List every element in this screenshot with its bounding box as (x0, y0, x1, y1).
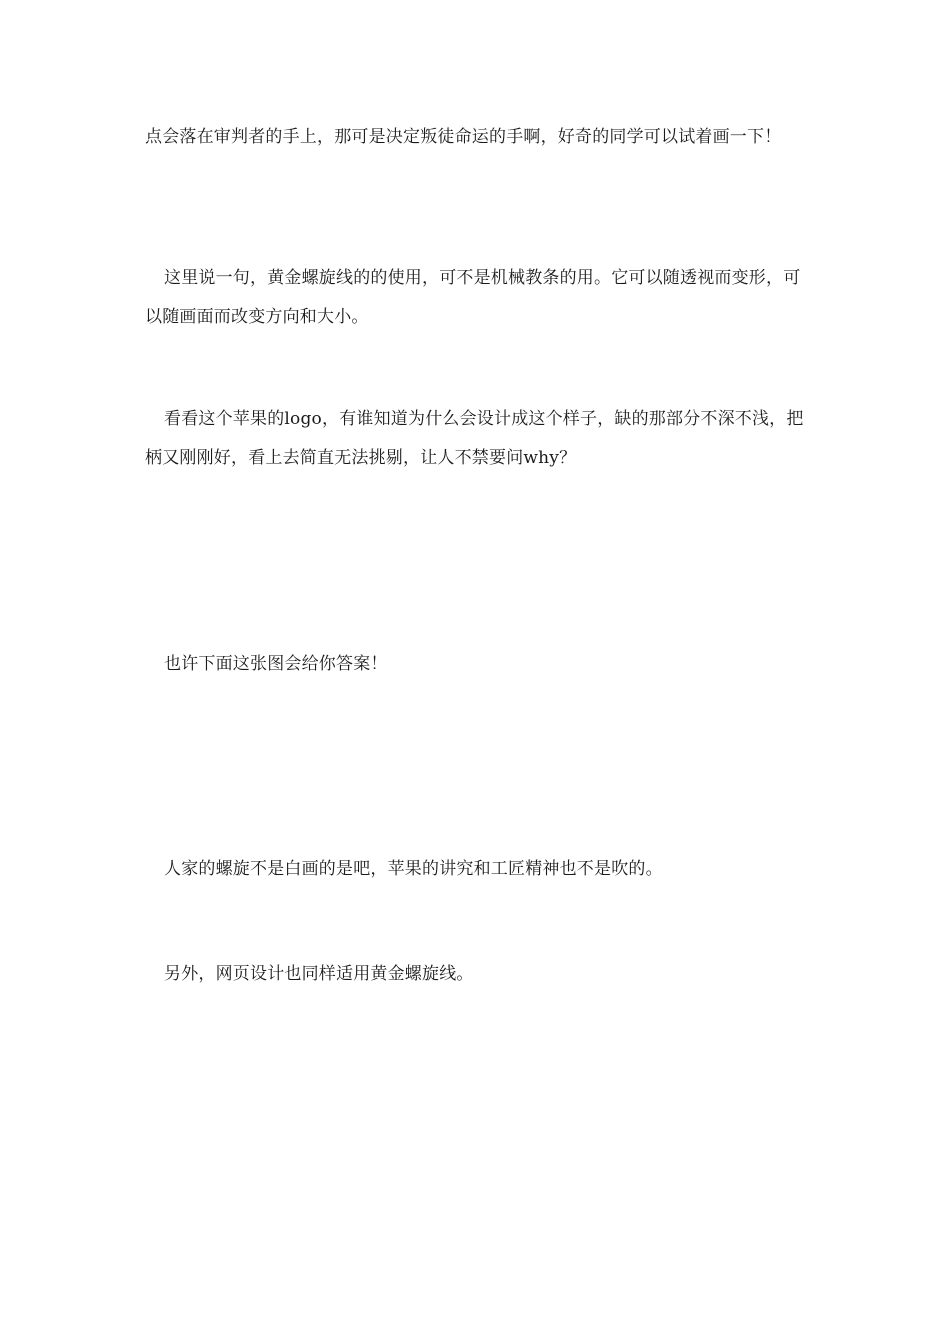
paragraph-web-design: 另外，网页设计也同样适用黄金螺旋线。 (164, 964, 474, 984)
paragraph-spiral-usage: 这里说一句，黄金螺旋线的的使用，可不是机械教条的用。它可以随透视而变形，可以随画面而改变方向和大小。 (145, 268, 801, 327)
paragraph-apple-logo: 看看这个苹果的logo，有谁知道为什么会设计成这个样子，缺的那部分不深不浅，把柄又刚刚好，看上去简直无法挑剔，让人不禁要问why？ (145, 409, 804, 468)
paragraph-answer-hint: 也许下面这张图会给你答案！ (164, 654, 388, 674)
paragraph-judge-hand: 点会落在审判者的手上，那可是决定叛徒命运的手啊，好奇的同学可以试着画一下！ (145, 127, 782, 147)
paragraph-apple-craft: 人家的螺旋不是白画的是吧，苹果的讲究和工匠精神也不是吹的。 (164, 859, 663, 879)
